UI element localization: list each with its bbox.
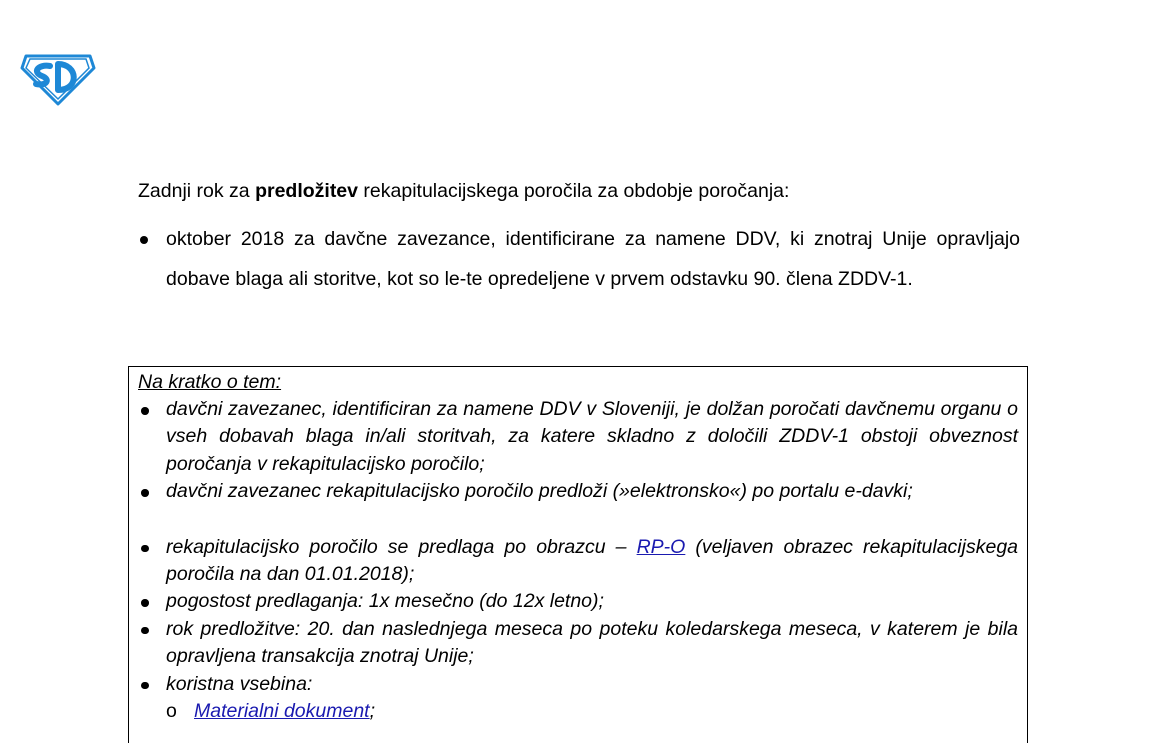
sub-bullet-marker: o [166,700,177,723]
summary-item-form-after: (veljaven obrazec rekapitulacijskega poročila na dan 01.01.2018); [166,535,1019,586]
summary-list [138,396,1018,725]
materialni-dokument-link[interactable]: Materialni dokument [194,700,370,723]
useful-content-item-after: ; [369,700,376,723]
summary-item-submission: davčni zavezanec rekapitulacijsko poročilo predloži (»elektronsko«) po portalu e-davki; [138,478,1018,505]
useful-content-item [166,698,1018,725]
intro-paragraph [138,178,1020,204]
deadline-item: oktober 2018 za davčne zavezance, identificirane za namene DDV, ki znotraj Unije opravljajo dobave blaga ali storitve, kot so le-te opredeljene v prvem odstavku 90. člena ZDDV-1. [138,220,1020,299]
deadline-list [138,220,1020,299]
summary-item-useful-content-label: koristna vsebina: [166,672,313,695]
company-logo-icon [20,46,96,106]
summary-item-deadline: rok predložitve: 20. dan naslednjega meseca po poteku koledarskega meseca, v katerem je bila opravljena transakcija znotraj Unije; [138,616,1018,671]
summary-item-form [138,534,1018,589]
summary-box [128,366,1028,743]
summary-item-obligation: davčni zavezanec, identificiran za namene DDV v Sloveniji, je dolžan poročati davčnemu organu o vseh dobavah blaga in/ali storitvah, za katere skladno z določili ZDDV-1 obstoji obveznost poročanja v rekapitulacijsko poročilo; [138,396,1018,478]
intro-bold: predložitev [255,180,358,202]
intro-before: Zadnji rok za [138,180,256,202]
useful-content-list [166,698,1018,725]
summary-item-useful-content [138,671,1018,725]
intro-after: rekapitulacijskega poročila za obdobje poročanja: [358,180,790,202]
summary-box-title: Na kratko o tem: [138,371,282,393]
summary-item-frequency: pogostost predlaganja: 1x mesečno (do 12x letno); [138,588,1018,615]
summary-item-form-before: rekapitulacijsko poročilo se predlaga po obrazcu – [166,535,637,558]
rp-o-link[interactable]: RP-O [636,535,686,558]
